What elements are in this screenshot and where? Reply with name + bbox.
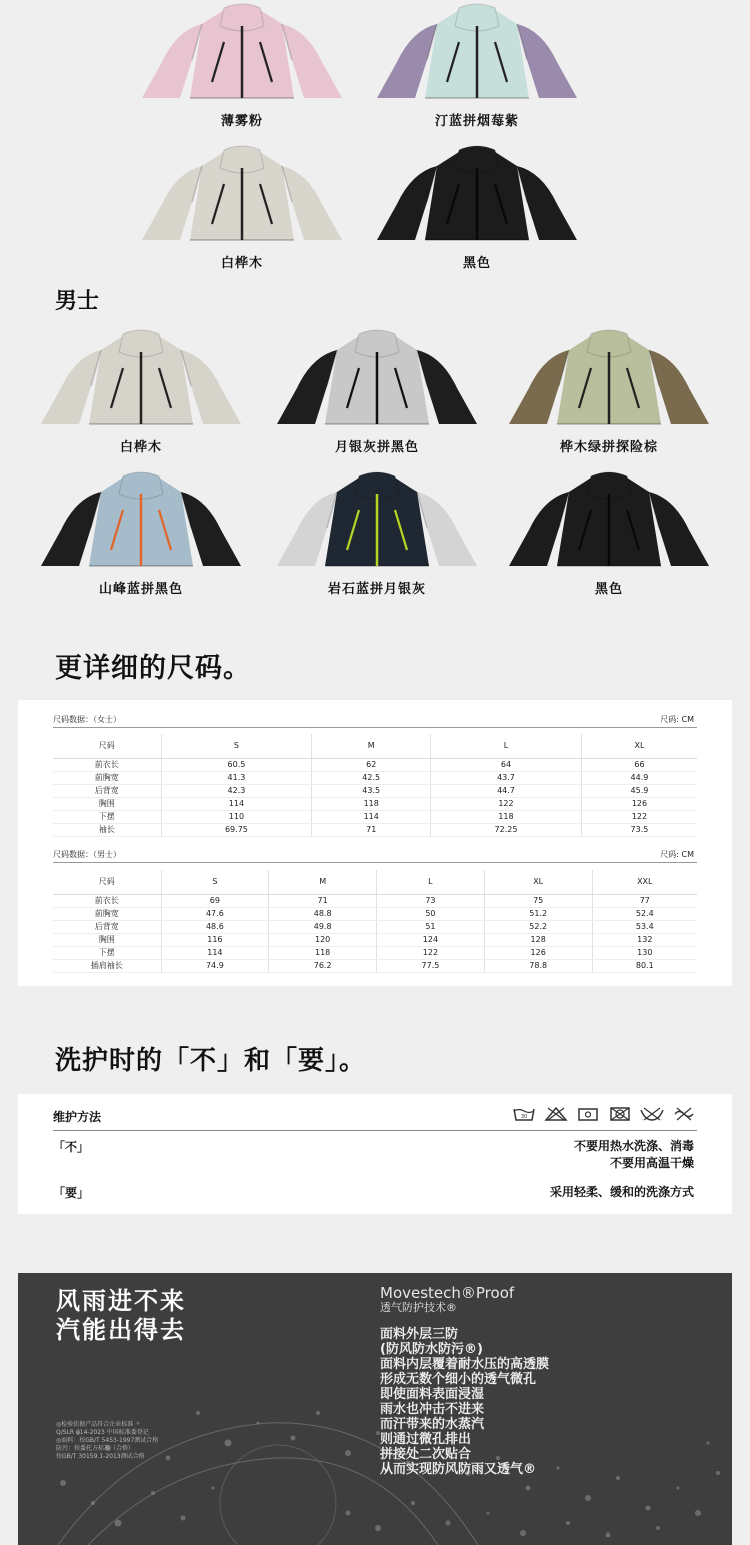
- color-label: 黑色: [462, 256, 491, 271]
- measurement-value: 50: [377, 907, 485, 920]
- svg-text:30: 30: [520, 1114, 528, 1120]
- measurement-value: 130: [592, 946, 697, 959]
- table-row: [53, 920, 697, 933]
- measurement-value: 44.9: [581, 771, 697, 784]
- no-dry-clean-icon: [639, 1106, 665, 1122]
- table-row: [53, 771, 697, 784]
- table-row: [53, 758, 697, 771]
- measurement-value: 73.5: [581, 823, 697, 836]
- tech-title-line: 风雨进不来: [56, 1287, 186, 1315]
- table-rule: [53, 862, 697, 863]
- tech-feature-list: [380, 1327, 549, 1477]
- size-header: L: [377, 870, 485, 894]
- measurement-value: 126: [484, 946, 592, 959]
- tech-cert-line: 防污：按委托方标准（合格）: [56, 1445, 135, 1452]
- measurement-value: 48.6: [161, 920, 269, 933]
- measurement-value: 52.2: [484, 920, 592, 933]
- measurement-value: 48.8: [269, 907, 377, 920]
- tech-brand: Movestech®Proof: [380, 1284, 515, 1302]
- measurement-value: 126: [581, 797, 697, 810]
- size-header: S: [161, 734, 312, 758]
- measurement-value: 43.5: [312, 784, 431, 797]
- color-label: 岩石蓝拼月银灰: [327, 582, 426, 597]
- dont-label: 「不」: [53, 1140, 90, 1154]
- measurement-value: 72.25: [431, 823, 582, 836]
- measurement-value: 77: [592, 894, 697, 907]
- tech-cert-line: ◎检验依据产品符合企业标准: [56, 1421, 134, 1428]
- color-label: 山峰蓝拼黑色: [98, 582, 183, 597]
- measurement-label: 后背宽: [53, 920, 161, 933]
- table-row: [53, 784, 697, 797]
- measurement-value: 120: [269, 933, 377, 946]
- measurement-value: 71: [312, 823, 431, 836]
- measurement-value: 53.4: [592, 920, 697, 933]
- size-header: L: [431, 734, 582, 758]
- tech-cert-line: 按GB/T 30159.1-2013测试合格: [56, 1453, 145, 1460]
- care-rule: [53, 1130, 697, 1131]
- measurement-value: 76.2: [269, 959, 377, 972]
- measurement-value: 114: [312, 810, 431, 823]
- tech-title-line: 汽能出得去: [56, 1316, 186, 1344]
- color-label: 白桦木: [119, 440, 162, 455]
- measurement-value: 132: [592, 933, 697, 946]
- tech-feature-line: 则通过微孔排出: [380, 1432, 472, 1447]
- jacket-icon: [362, 144, 592, 244]
- dont-line: 不要用热水洗涤、消毒: [573, 1139, 694, 1153]
- tech-feature-line: (防风防水防污®): [380, 1342, 483, 1357]
- jacket-card[interactable]: [127, 144, 357, 271]
- table-row: [53, 933, 697, 946]
- measurement-value: 44.7: [431, 784, 582, 797]
- measurement-value: 42.5: [312, 771, 431, 784]
- measurement-value: 77.5: [377, 959, 485, 972]
- care-method-header: 维护方法: [53, 1110, 102, 1124]
- no-bleach-icon: [543, 1106, 569, 1122]
- women-table-title: 尺码数据：（女士）: [53, 715, 121, 724]
- color-label: 汀蓝拼烟莓紫: [434, 114, 519, 129]
- jacket-icon: [264, 328, 490, 428]
- jacket-card[interactable]: [127, 2, 357, 129]
- color-label: 黑色: [594, 582, 623, 597]
- do-text: 采用轻柔、缓和的洗涤方式: [549, 1185, 694, 1199]
- iron-low-icon: [575, 1106, 601, 1122]
- jacket-image: [127, 144, 357, 244]
- measurement-value: 62: [312, 758, 431, 771]
- tech-cert-line: ◎面料：按GB/T 5453-1997测试合格: [56, 1437, 159, 1444]
- measurement-value: 69.75: [161, 823, 312, 836]
- jacket-card[interactable]: [362, 2, 592, 129]
- size-header: S: [161, 870, 269, 894]
- jacket-card[interactable]: [28, 470, 254, 597]
- color-label: 白桦木: [220, 256, 263, 271]
- measurement-value: 71: [269, 894, 377, 907]
- measurement-value: 122: [377, 946, 485, 959]
- men-table-title: 尺码数据：（男士）: [53, 850, 121, 859]
- men-table-unit: 尺码: CM: [660, 850, 694, 859]
- measurement-value: 114: [161, 946, 269, 959]
- measurement-value: 66: [581, 758, 697, 771]
- measurement-label: 前胸宽: [53, 771, 161, 784]
- measurement-value: 74.9: [161, 959, 269, 972]
- tech-certification: [56, 1421, 158, 1461]
- measurement-label: 前胸宽: [53, 907, 161, 920]
- measurement-value: 64: [431, 758, 582, 771]
- measurement-label: 袖长: [53, 823, 161, 836]
- measurement-value: 118: [312, 797, 431, 810]
- jacket-icon: [496, 470, 722, 570]
- size-heading: 更详细的尺码。: [55, 653, 251, 684]
- table-row: [53, 959, 697, 972]
- size-header: M: [312, 734, 431, 758]
- size-header: M: [269, 870, 377, 894]
- measurement-value: 128: [484, 933, 592, 946]
- measurement-label: 下摆: [53, 946, 161, 959]
- measurement-value: 124: [377, 933, 485, 946]
- table-row: [53, 823, 697, 836]
- no-wring-icon: [671, 1106, 697, 1122]
- table-row: [53, 810, 697, 823]
- jacket-icon: [127, 144, 357, 244]
- jacket-image: [362, 144, 592, 244]
- tech-feature-line: 而汗带来的水蒸汽: [380, 1417, 485, 1432]
- measurement-value: 51.2: [484, 907, 592, 920]
- measurement-value: 69: [161, 894, 269, 907]
- jacket-card[interactable]: [496, 470, 722, 597]
- measurement-value: 45.9: [581, 784, 697, 797]
- tech-brand-sub: 透气防护技术®: [380, 1301, 457, 1314]
- do-label: 「要」: [53, 1186, 90, 1200]
- tech-feature-line: 形成无数个细小的透气微孔: [380, 1372, 537, 1387]
- tech-feature-line: 即使面料表面浸湿: [380, 1387, 485, 1402]
- care-card: [18, 1094, 732, 1214]
- color-label: 薄雾粉: [220, 114, 263, 129]
- care-icons: [511, 1106, 697, 1122]
- jacket-card[interactable]: [28, 328, 254, 455]
- table-row: [53, 894, 697, 907]
- measurement-value: 73: [377, 894, 485, 907]
- jacket-icon: [127, 2, 357, 102]
- table-row: [53, 907, 697, 920]
- measurement-value: 114: [161, 797, 312, 810]
- no-tumble-dry-icon: [607, 1106, 633, 1122]
- measurement-label: 后背宽: [53, 784, 161, 797]
- measurement-value: 49.8: [269, 920, 377, 933]
- tech-feature-line: 面料内层覆着耐水压的高透膜: [380, 1357, 550, 1372]
- measurement-value: 51: [377, 920, 485, 933]
- table-rule: [53, 727, 697, 728]
- measurement-value: 78.8: [484, 959, 592, 972]
- jacket-image: [264, 328, 490, 428]
- measurement-value: 41.3: [161, 771, 312, 784]
- jacket-card[interactable]: [264, 470, 490, 597]
- tech-feature-line: 从而实现防风防雨又透气®: [380, 1462, 537, 1477]
- measurement-value: 116: [161, 933, 269, 946]
- jacket-image: [28, 470, 254, 570]
- tech-feature-line: 拼接处二次贴合: [380, 1447, 472, 1462]
- women-size-table: [53, 734, 697, 837]
- measurement-label: 胸围: [53, 797, 161, 810]
- color-label: 月银灰拼黑色: [334, 440, 419, 455]
- jacket-image: [362, 2, 592, 102]
- measurement-value: 118: [269, 946, 377, 959]
- color-label: 桦木绿拼探险棕: [559, 440, 658, 455]
- jacket-card[interactable]: [496, 328, 722, 455]
- measurement-label: 前衣长: [53, 894, 161, 907]
- tech-cert-line: Q/SLR 014-2023 中国标准委登记: [56, 1429, 149, 1436]
- tech-feature-line: 雨水也冲击不进来: [380, 1402, 485, 1417]
- size-header: XL: [484, 870, 592, 894]
- jacket-icon: [264, 470, 490, 570]
- jacket-icon: [28, 470, 254, 570]
- dont-line: 不要用高温干燥: [609, 1156, 694, 1170]
- jacket-icon: [362, 2, 592, 102]
- measurement-value: 52.4: [592, 907, 697, 920]
- measurement-value: 110: [161, 810, 312, 823]
- measurement-label: 前衣长: [53, 758, 161, 771]
- tech-title: [56, 1287, 186, 1345]
- measurement-value: 80.1: [592, 959, 697, 972]
- measurement-value: 60.5: [161, 758, 312, 771]
- jacket-image: [496, 470, 722, 570]
- measurement-label: 插肩袖长: [53, 959, 161, 972]
- measurement-value: 43.7: [431, 771, 582, 784]
- men-size-table: [53, 870, 697, 973]
- tech-panel: [18, 1273, 732, 1545]
- dont-text: [574, 1138, 694, 1172]
- jacket-icon: [28, 328, 254, 428]
- measurement-label: 胸围: [53, 933, 161, 946]
- men-heading: 男士: [55, 289, 100, 314]
- care-heading: 洗护时的「不」和「要」。: [55, 1046, 367, 1076]
- tech-feature-line: 面料外层三防: [380, 1327, 459, 1342]
- jacket-image: [496, 328, 722, 428]
- size-header-label: 尺码: [53, 734, 161, 758]
- measurement-value: 47.6: [161, 907, 269, 920]
- wash-30-icon: [511, 1106, 537, 1122]
- measurement-value: 122: [581, 810, 697, 823]
- measurement-value: 42.3: [161, 784, 312, 797]
- jacket-image: [264, 470, 490, 570]
- size-chart-card: [18, 700, 732, 986]
- measurement-value: 118: [431, 810, 582, 823]
- measurement-value: 122: [431, 797, 582, 810]
- table-row: [53, 946, 697, 959]
- jacket-image: [28, 328, 254, 428]
- table-row: [53, 797, 697, 810]
- women-table-unit: 尺码: CM: [660, 715, 694, 724]
- size-header: XL: [581, 734, 697, 758]
- jacket-card[interactable]: [362, 144, 592, 271]
- jacket-image: [127, 2, 357, 102]
- size-header-label: 尺码: [53, 870, 161, 894]
- jacket-icon: [496, 328, 722, 428]
- size-header: XXL: [592, 870, 697, 894]
- measurement-value: 75: [484, 894, 592, 907]
- jacket-card[interactable]: [264, 328, 490, 455]
- measurement-label: 下摆: [53, 810, 161, 823]
